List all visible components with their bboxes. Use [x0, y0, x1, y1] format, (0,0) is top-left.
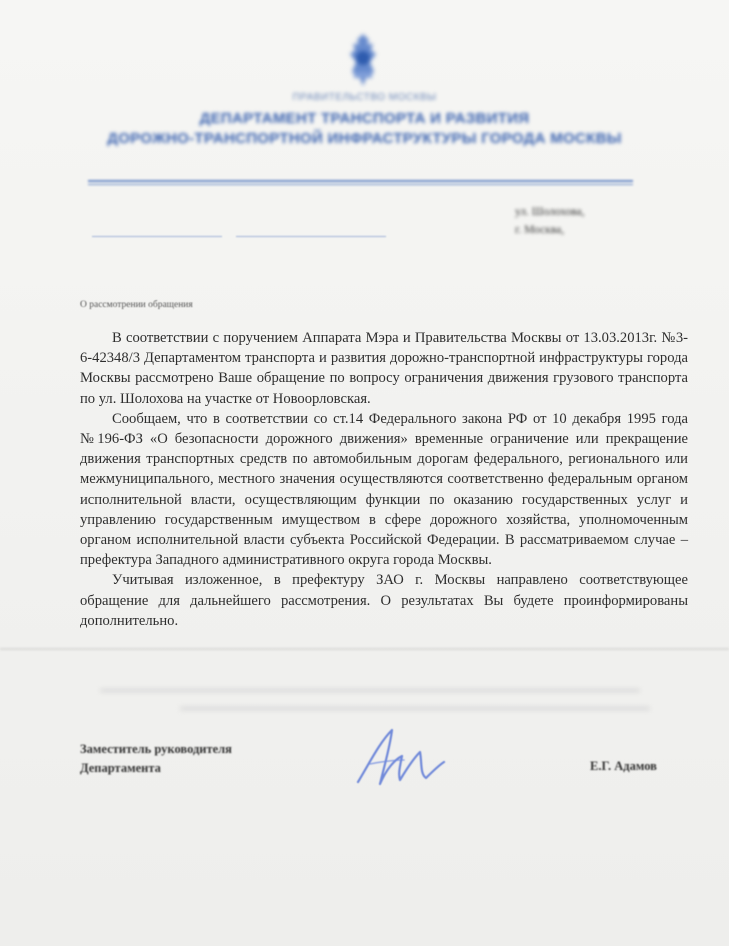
- handwritten-signature: [340, 722, 470, 792]
- bleed-through-line: [100, 688, 640, 693]
- letter-body: [80, 328, 688, 631]
- letterhead-rule-thin: [88, 184, 633, 185]
- letterhead-government: ПРАВИТЕЛЬСТВО МОСКВЫ: [292, 92, 437, 103]
- letterhead-department-line1: ДЕПАРТАМЕНТ ТРАНСПОРТА И РАЗВИТИЯ: [199, 110, 530, 127]
- letterhead-department-line2: ДОРОЖНО-ТРАНСПОРТНОЙ ИНФРАСТРУКТУРЫ ГОРОДА МОСКВЫ: [107, 130, 622, 147]
- signatory-title-line2: Департамента: [80, 761, 161, 775]
- moscow-coat-of-arms-emblem: [340, 32, 386, 88]
- bleed-through-line: [180, 706, 650, 711]
- letter-subject: О рассмотрении обращения: [80, 300, 193, 310]
- paper-fold-line: [0, 648, 729, 650]
- registration-line: [92, 236, 222, 237]
- signatory-title: [80, 740, 232, 778]
- body-paragraph: В соответствии с поручением Аппарата Мэра и Правительства Москвы от 13.03.2013г. №3-6-42348/3 Департаментом транспорта и развития дорожно-транспортной инфраструктуры города Москвы рассмотрено Ваше обращение по вопросу ограничения движения грузового транспорта по ул. Шолохова на участке от Новоорловская.: [80, 330, 688, 407]
- signatory-title-line1: Заместитель руководителя: [80, 742, 232, 756]
- registration-line: [236, 236, 386, 237]
- signatory-name: Е.Г. Адамов: [590, 759, 657, 773]
- letterhead-rule: [88, 180, 633, 182]
- addressee-block: [515, 203, 584, 239]
- addressee-city: г. Москва,: [515, 224, 565, 236]
- body-paragraph: Учитывая изложенное, в префектуру ЗАО г. Москвы направлено соответствующее обращение для дальнейшего рассмотрения. О результатах Вы будете проинформированы дополнительно.: [80, 572, 688, 629]
- body-paragraph: Сообщаем, что в соответствии со ст.14 Федерального закона РФ от 10 декабря 1995 года №196-ФЗ «О безопасности дорожного движения» временные ограничение или прекращение движения транспортных средств по автомобильным дорогам федерального, регионального или межмуниципального, местного значения осуществляются соответственно федеральным органом исполнительной власти, осуществляющим функции по оказанию государственных услуг и управлению государственным имуществом в сфере дорожного хозяйства, уполномоченным органом исполнительной власти субъекта Российской Федерации. В рассматриваемом случае – префектура Западного административного округа города Москвы.: [80, 410, 688, 569]
- addressee-street: ул. Шолохова,: [515, 206, 585, 218]
